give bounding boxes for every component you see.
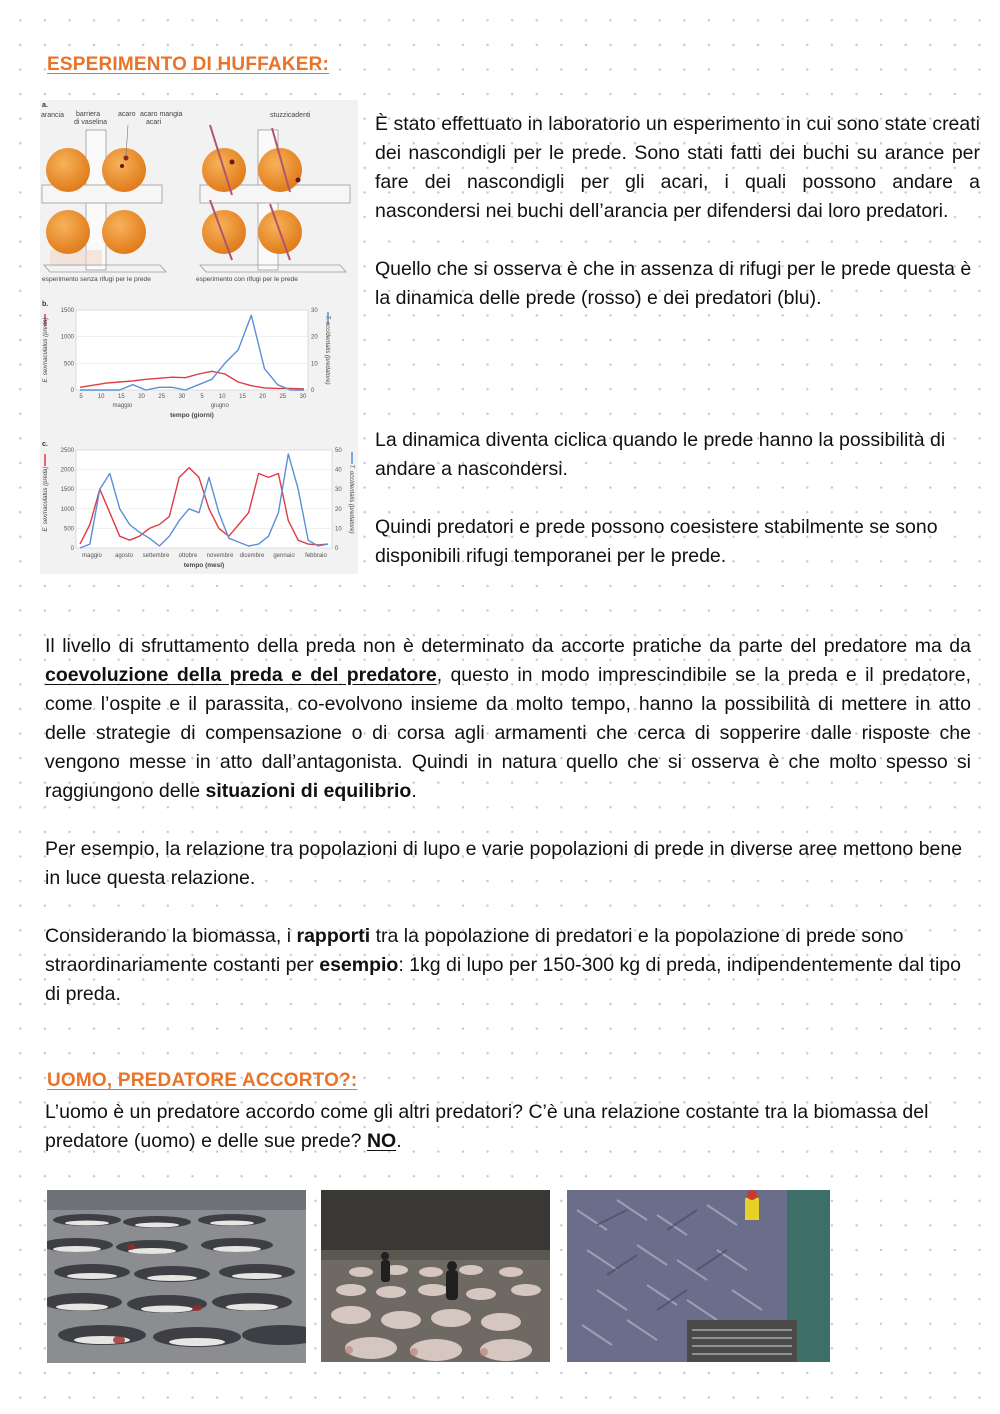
huffaker-figure [40,100,358,574]
y-tick-right: 0 [311,388,315,394]
caption-with-refuge: esperimento con rifugi per le prede [196,276,298,283]
y-tick-right: 40 [335,467,342,474]
y-tick-left: 2000 [60,467,74,474]
y-tick-right: 50 [335,448,342,454]
paragraph: La dinamica diventa ciclica quando le prede hanno la possibilità di andare a nascondersi. [375,429,946,480]
x-month-label: ottobre [178,553,198,559]
label-barriera-1: barriera [76,111,101,118]
x-month-label: febbraio [305,553,327,559]
x-month-label: settembre [142,553,170,559]
y-tick-right: 20 [335,506,342,513]
x-tick: 10 [218,394,226,400]
x-tick: 30 [299,394,307,400]
paragraph-coevolution: Il livello di sfruttamento della preda non è determinato da accorte pratiche da parte del predatore ma da coevoluzione della preda e del predatore, questo in modo imprescindibile se la preda e il predatore, come l’ospite e il parassita, co-evolvono insieme da molto tempo, hanno la possibilità di mettere in atto delle strategie di compensazione o di corsa agli armamenti che cerca di sopperire dalle risposte che vengono messe in atto dall’antagonista. Quindi in natura quello che si osserva è che molto spesso si raggiungono delle situazioni di equilibrio. [45,635,971,802]
y-tick-left: 2500 [60,448,74,454]
label-acaro: acaro [118,111,136,118]
panel-letter: b. [42,301,49,308]
mite-icon [124,156,129,161]
photo-dolphins [47,1190,306,1363]
panel-letter: c. [42,441,48,448]
experiment-description [375,110,980,313]
x-tick: 20 [259,394,266,400]
chart-panel-c [42,441,354,569]
photo-tuna-market [321,1190,550,1362]
x-tick: 25 [279,394,287,400]
section-heading-uomo: UOMO, PREDATORE ACCORTO?: [47,1070,358,1091]
x-tick: 15 [239,394,246,400]
y-axis-label-right: T. occidentalis (predatore) [348,464,354,534]
human-predator-section [45,1098,975,1156]
y-tick-left: 1000 [60,506,74,513]
y-tick-right: 30 [335,487,342,494]
x-month-label: agosto [114,553,134,559]
y-axis-label-right: T. occidentalis (predatore) [324,315,330,385]
y-axis-label-left: E. sexmaculatus (preda) [43,466,49,532]
y-tick-right: 10 [335,526,342,533]
paragraph: È stato effettuato in laboratorio un esperimento in cui sono state creati dei nascondigli per le prede. Sono stati fatti dei buchi su arance per fare dei nascondigli per gli acari, i quali possono andare a nascondersi nei buchi dell’arancia per difendersi dai loro predatori. [375,113,980,222]
answer-no: NO [366,1130,397,1152]
x-month-label: maggio [112,403,133,409]
label-acaro-mangia-2: acari [146,119,162,126]
mite-icon [120,164,124,168]
x-axis-label: tempo (mesi) [183,562,225,569]
y-tick-right: 20 [311,334,318,341]
label-acaro-mangia-1: acaro mangia [140,111,183,118]
plot-area [76,450,332,548]
x-month-label: maggio [82,553,102,559]
bold-term: rapporti [296,925,371,947]
y-tick-left: 0 [70,388,74,394]
orange-icon [102,210,146,254]
bold-term: situazioni di equilibrio [205,780,412,802]
paragraph: Quindi predatori e prede possono coesistere stabilmente se sono disponibili rifugi temporanei per le prede. [375,516,938,567]
paragraph: Per esempio, la relazione tra popolazioni di lupo e varie popolazioni di prede in diverse aree mettono bene in luce questa relazione. [45,838,963,889]
mite-icon [296,178,301,183]
y-tick-right: 0 [335,546,339,552]
x-tick: 25 [158,394,166,400]
x-tick: 10 [97,394,105,400]
x-tick: 20 [138,394,145,400]
y-tick-left: 500 [63,526,74,533]
paragraph-biomass: Considerando la biomassa, i rapporti tra la popolazione di predatori e la popolazione di prede sono straordinariamente costanti per esempio: 1kg di lupo per 150-300 kg di preda, indipendentemente dal tipo di preda. [45,925,961,1005]
caption-no-refuge: esperimento senza rifugi per le prede [42,276,151,283]
y-tick-right: 10 [311,361,318,368]
mite-icon [230,160,235,165]
y-tick-left: 0 [70,546,74,552]
chart-panel-b [42,301,330,419]
y-tick-right: 30 [311,308,318,314]
experiment-conclusion [375,426,980,571]
y-axis-label-left: E. sexmaculatus (preda) [43,317,49,383]
x-month-label: gennaio [273,553,295,559]
bold-term: esempio [319,954,399,976]
x-month-label: dicembre [239,553,265,559]
y-tick-left: 500 [63,361,74,368]
orange-icon [46,210,90,254]
y-tick-left: 1500 [60,308,74,314]
x-month-label: giugno [210,403,229,409]
orange-icon [46,148,90,192]
paragraph: Quello che si osserva è che in assenza di rifugi per le prede questa è la dinamica delle prede (rosso) e dei predatori (blu). [375,258,972,309]
section-heading-huffaker: ESPERIMENTO DI HUFFAKER: [47,54,330,75]
orange-icon [102,148,146,192]
panel-a-letter: a. [42,102,48,109]
x-axis-label: tempo (giorni) [170,412,214,419]
orange-icon [202,210,246,254]
y-tick-left: 1000 [60,334,74,341]
bold-term: coevoluzione della preda e del predatore [45,664,437,686]
label-barriera-2: di vaselina [74,119,108,126]
photo-fishing-catch [567,1190,830,1362]
x-tick: 15 [118,394,125,400]
paragraph-human: L’uomo è un predatore accordo come gli altri predatori? C’è una relazione costante tra la biomassa del predatore (uomo) e delle sue prede? NO. [45,1101,929,1152]
x-tick: 30 [178,394,186,400]
label-arancia: arancia [41,112,64,119]
y-tick-left: 1500 [60,487,74,494]
x-tick: 5 [79,394,83,400]
coevolution-section [45,632,971,1009]
x-tick: 5 [200,394,204,400]
plot-area [76,310,308,390]
label-stuzzicadenti: stuzzicadenti [270,112,311,119]
x-month-label: novembre [206,553,234,559]
